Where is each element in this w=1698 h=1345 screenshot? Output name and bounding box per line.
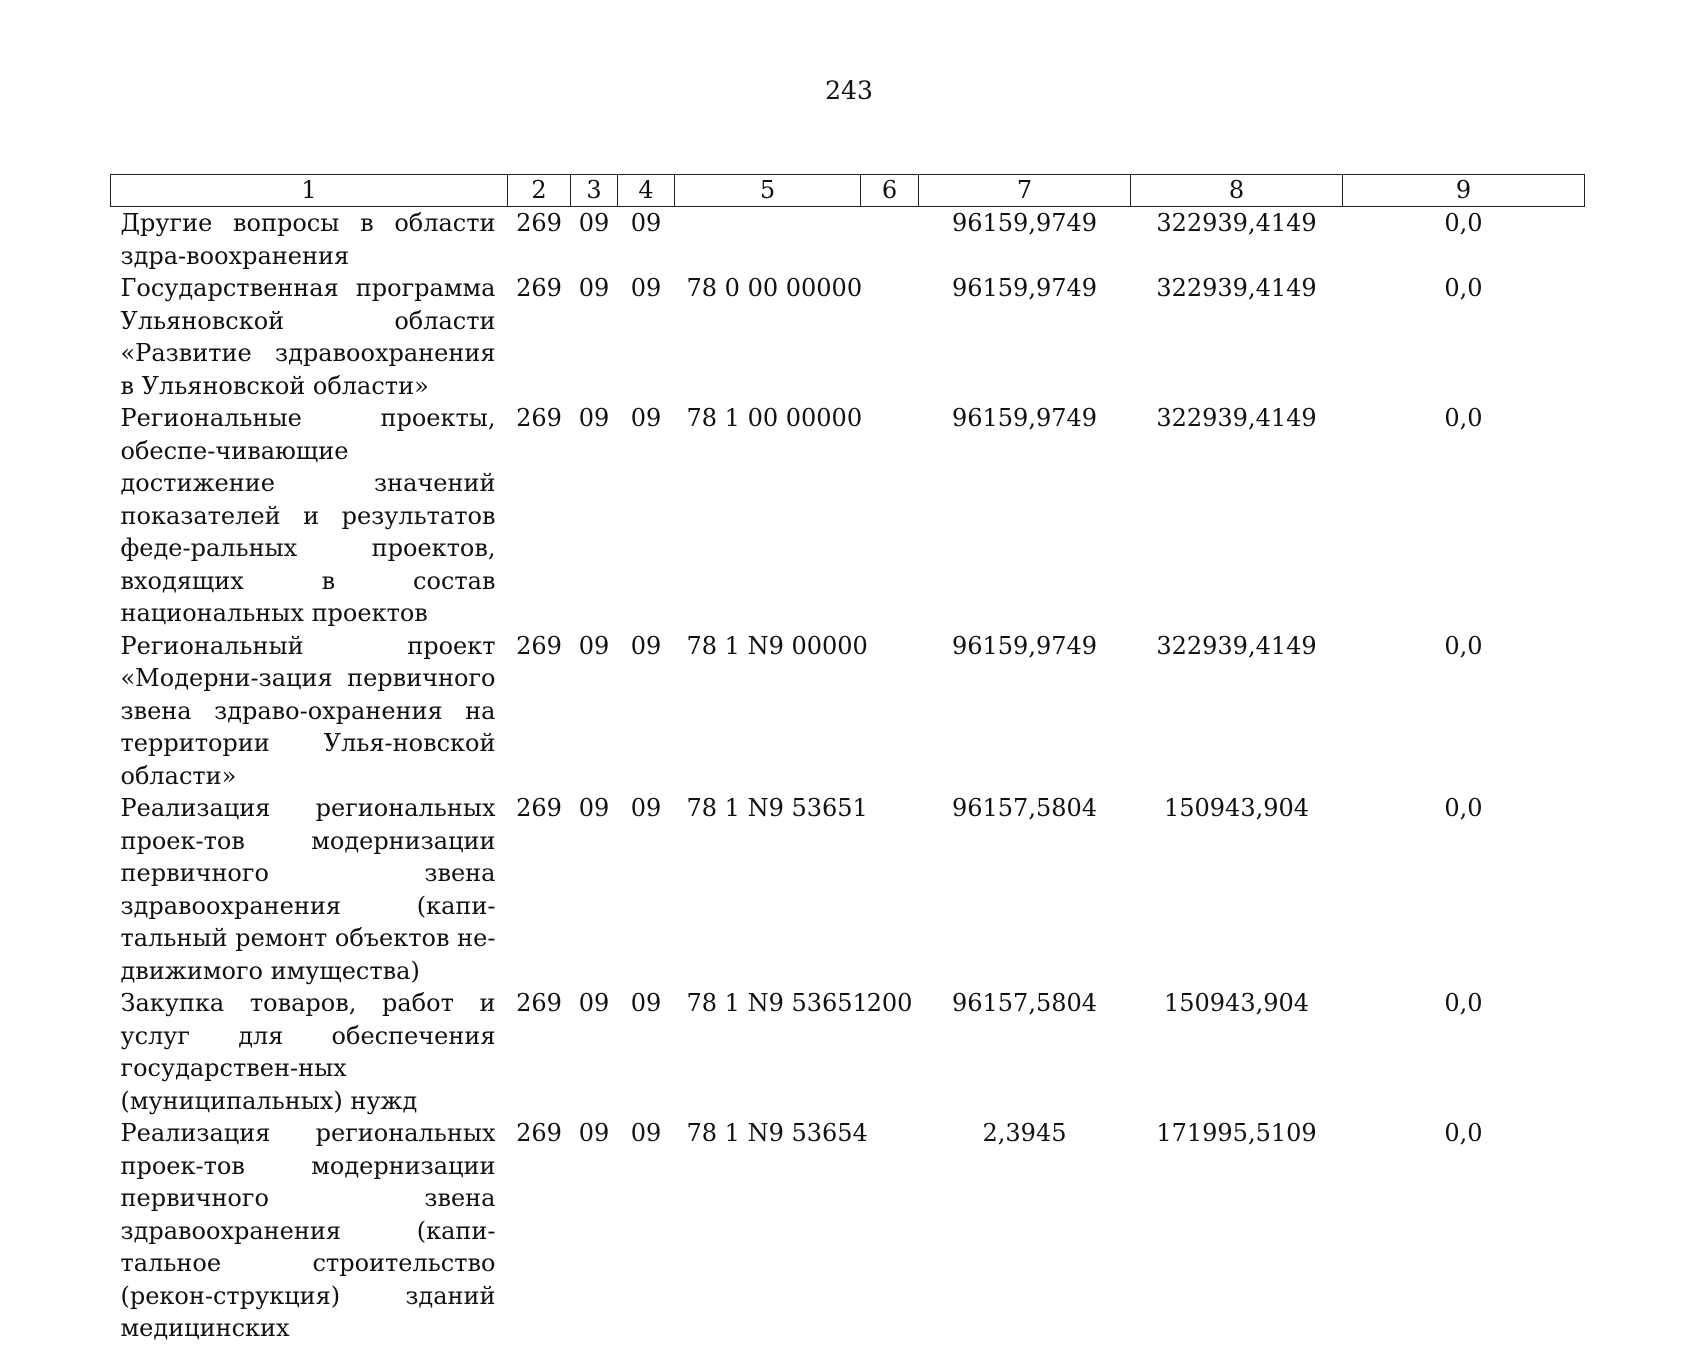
- row-target-code: 78 1 N9 53651: [686, 989, 868, 1017]
- page-number: 243: [825, 76, 873, 105]
- row-expense-type: [861, 792, 919, 987]
- row-value-7: 96157,5804: [951, 989, 1098, 1017]
- row-target-code: 78 1 N9 00000: [686, 631, 868, 660]
- row-name: Реализация региональных проек-тов модернизации первичного звена здравоохранения (капи-тальное строительство (рекон-струкция) зданий медицинских: [120, 1119, 496, 1342]
- row-name: Другие вопросы в области здра-воохранения: [120, 209, 496, 270]
- column-header-7: 7: [919, 175, 1131, 207]
- row-expense-type: [861, 402, 919, 630]
- row-value-8: 322939,4149: [1156, 631, 1317, 660]
- row-ministry-code: 269: [516, 209, 562, 237]
- column-header-1: 1: [111, 175, 508, 207]
- row-expense-type: [861, 207, 919, 273]
- budget-table: [110, 174, 1585, 1345]
- row-subsection-code: 09: [630, 794, 662, 822]
- row-value-7: 2,3945: [982, 1119, 1067, 1147]
- row-expense-type: [861, 630, 919, 793]
- row-value-9: 0,0: [1444, 794, 1483, 822]
- row-subsection-code: 09: [630, 209, 662, 237]
- row-ministry-code: 269: [516, 404, 562, 432]
- row-ministry-code: 269: [516, 989, 562, 1017]
- row-ministry-code: 269: [516, 794, 562, 822]
- row-value-8: 322939,4149: [1156, 209, 1317, 237]
- row-value-8: 150943,904: [1163, 794, 1310, 822]
- row-value-9: 0,0: [1444, 1119, 1483, 1147]
- row-expense-type: [861, 1117, 919, 1345]
- row-target-code: 78 1 N9 53654: [686, 1119, 868, 1147]
- column-header-4: 4: [618, 175, 675, 207]
- row-name: Государственная программа Ульяновской области «Развитие здравоохранения в Ульяновской области»: [120, 274, 496, 400]
- row-section-code: 09: [578, 794, 610, 822]
- table-row: [111, 272, 1585, 402]
- row-section-code: 09: [578, 1119, 610, 1147]
- row-target-code: [675, 207, 861, 273]
- column-header-3: 3: [571, 175, 618, 207]
- row-value-9: 0,0: [1444, 209, 1483, 237]
- row-target-code: 78 1 00 00000: [686, 404, 863, 432]
- row-section-code: 09: [578, 209, 610, 237]
- row-value-7: 96159,9749: [951, 274, 1098, 302]
- table-row: [111, 207, 1585, 273]
- row-target-code: 78 1 N9 53651: [686, 794, 868, 822]
- table-row: [111, 630, 1585, 793]
- table-row: [111, 987, 1585, 1117]
- table-body: [111, 207, 1585, 1345]
- row-section-code: 09: [578, 631, 610, 660]
- row-subsection-code: 09: [630, 989, 662, 1017]
- row-subsection-code: 09: [630, 1119, 662, 1147]
- column-header-8: 8: [1131, 175, 1343, 207]
- column-header-5: 5: [675, 175, 861, 207]
- row-section-code: 09: [578, 989, 610, 1017]
- row-name: Региональные проекты, обеспе-чивающие достижение значений показателей и результатов феде-ральных проектов, входящих в состав национальных проектов: [120, 404, 496, 627]
- row-value-8: 171995,5109: [1156, 1119, 1317, 1147]
- table-header: [111, 175, 1585, 207]
- row-value-8: 150943,904: [1163, 989, 1310, 1017]
- row-subsection-code: 09: [630, 631, 662, 660]
- row-value-9: 0,0: [1444, 989, 1483, 1017]
- row-subsection-code: 09: [630, 404, 662, 432]
- column-header-6: 6: [861, 175, 919, 207]
- row-value-9: 0,0: [1444, 274, 1483, 302]
- row-ministry-code: 269: [516, 274, 562, 302]
- row-value-8: 322939,4149: [1156, 274, 1317, 302]
- row-expense-type: [861, 272, 919, 402]
- row-name: Региональный проект «Модерни-зация первичного звена здраво-охранения на территории Улья-новской области»: [120, 631, 496, 790]
- row-value-8: 322939,4149: [1156, 404, 1317, 432]
- table-row: [111, 792, 1585, 987]
- row-value-7: 96157,5804: [951, 794, 1098, 822]
- row-value-7: 96159,9749: [951, 631, 1098, 660]
- row-value-9: 0,0: [1444, 404, 1483, 432]
- column-header-2: 2: [508, 175, 571, 207]
- row-ministry-code: 269: [516, 631, 562, 660]
- row-expense-type: 200: [866, 989, 913, 1017]
- table-row: [111, 1117, 1585, 1345]
- row-name: Закупка товаров, работ и услуг для обеспечения государствен-ных (муниципальных) нужд: [120, 989, 496, 1115]
- row-value-7: 96159,9749: [951, 404, 1098, 432]
- row-section-code: 09: [578, 404, 610, 432]
- row-value-7: 96159,9749: [951, 209, 1098, 237]
- column-header-9: 9: [1343, 175, 1585, 207]
- row-value-9: 0,0: [1444, 631, 1483, 660]
- row-section-code: 09: [578, 274, 610, 302]
- table-row: [111, 402, 1585, 630]
- row-target-code: 78 0 00 00000: [686, 274, 863, 302]
- row-subsection-code: 09: [630, 274, 662, 302]
- row-ministry-code: 269: [516, 1119, 562, 1147]
- row-name: Реализация региональных проек-тов модернизации первичного звена здравоохранения (капи-тальный ремонт объектов не-движимого имущества): [120, 794, 496, 985]
- header-row: [111, 175, 1585, 207]
- budget-table-container: [110, 174, 1584, 1345]
